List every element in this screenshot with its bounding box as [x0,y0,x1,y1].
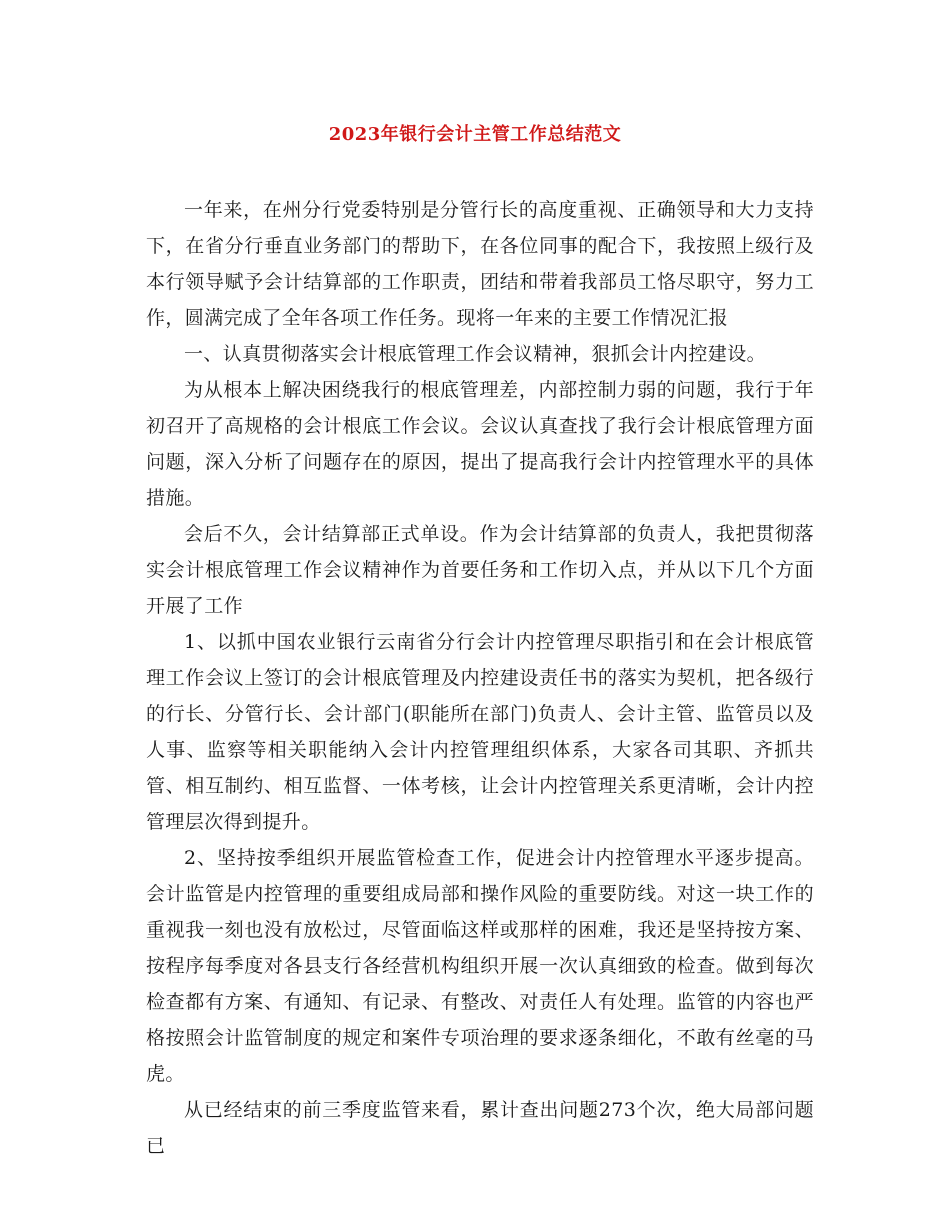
paragraph-section-heading: 一、认真贯彻落实会计根底管理工作会议精神，狠抓会计内控建设。 [184,343,767,365]
paragraph-item-1: 1、以抓中国农业银行云南省分行会计内控管理尽职指引和在会计根底管理工作会议上签订的会计根底管理及内控建设责任书的落实为契机，把各级行的行长、分管行长、会计部门(职能所在部门)负责人、会计主管、监管员以及人事、监察等相关职能纳入会计内控管理组织体系，大家各司其职、齐抓共管、相互制约、相互监督、一体考核，让会计内控管理关系更清晰，会计内控管理层次得到提升。 [146,631,814,833]
document-title: 2023年银行会计主管工作总结范文 [328,124,622,145]
paragraph-supervision-results: 从已经结束的前三季度监管来看，累计查出问题273个次，绝大局部问题已 [146,1099,814,1157]
paragraph-intro: 一年来，在州分行党委特别是分管行长的高度重视、正确领导和大力支持下，在省分行垂直业务部门的帮助下，在各位同事的配合下，我按照上级行及本行领导赋予会计结算部的工作职责，团结和带着我部员工恪尽职守，努力工作，圆满完成了全年各项工作任务。现将一年来的主要工作情况汇报 [146,199,814,329]
paragraph-department-setup: 会后不久，会计结算部正式单设。作为会计结算部的负责人，我把贯彻落实会计根底管理工作会议精神作为首要任务和工作切入点，并从以下几个方面开展了工作 [146,523,814,617]
paragraph-basic-meeting: 为从根本上解决困绕我行的根底管理差，内部控制力弱的问题，我行于年初召开了高规格的会计根底工作会议。会议认真查找了我行会计根底管理方面问题，深入分析了问题存在的原因，提出了提高我行会计内控管理水平的具体措施。 [146,379,814,509]
document-body [146,192,814,1164]
paragraph-item-2: 2、坚持按季组织开展监管检查工作，促进会计内控管理水平逐步提高。会计监管是内控管理的重要组成局部和操作风险的重要防线。对这一块工作的重视我一刻也没有放松过，尽管面临这样或那样的困难，我还是坚持按方案、按程序每季度对各县支行各经营机构组织开展一次认真细致的检查。做到每次检查都有方案、有通知、有记录、有整改、对责任人有处理。监管的内容也严格按照会计监管制度的规定和案件专项治理的要求逐条细化，不敢有丝毫的马虎。 [146,847,814,1085]
